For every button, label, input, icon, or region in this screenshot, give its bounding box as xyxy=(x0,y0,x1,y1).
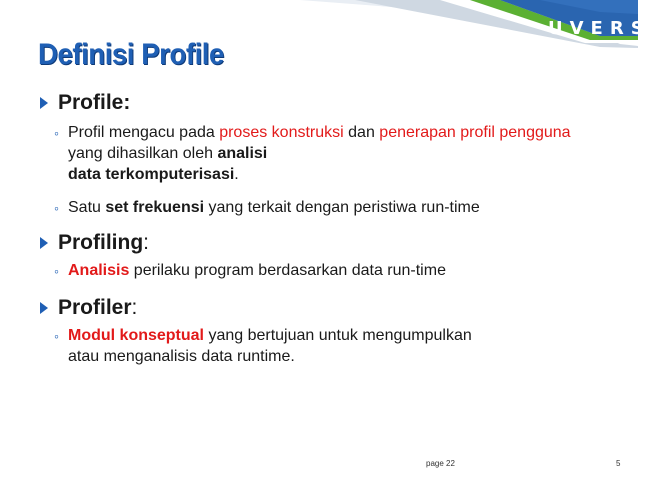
text-run: dan xyxy=(343,124,380,141)
ring-bullet-icon: ◦ xyxy=(54,125,59,141)
sub-bullet xyxy=(40,122,600,185)
slide-content xyxy=(40,90,600,367)
slide-number: 5 xyxy=(616,459,621,468)
ring-bullet-icon: ◦ xyxy=(54,328,59,344)
text-run-red-bold: Modul konseptual xyxy=(68,327,204,344)
ring-bullet-icon: ◦ xyxy=(54,200,59,216)
text-run: . xyxy=(234,166,239,183)
bullet-arrow-icon xyxy=(40,237,48,249)
bullet-profile xyxy=(40,90,600,116)
bullet-heading: Profiling xyxy=(58,231,144,254)
bullet-profiling xyxy=(40,230,600,256)
bullet-colon: : xyxy=(143,231,150,254)
text-run-bold: data terkomputerisasi xyxy=(68,166,235,183)
text-run-red: penerapan profil pengguna xyxy=(379,124,571,141)
sub-bullet xyxy=(40,325,600,367)
bullet-heading: Profiler xyxy=(58,296,132,319)
text-run: yang dihasilkan oleh xyxy=(68,145,218,162)
text-run-bold: set frekuensi xyxy=(105,199,205,216)
slide-title: Definisi Profile xyxy=(38,38,224,71)
text-run-bold: analisi xyxy=(217,145,268,162)
sub-bullet xyxy=(40,197,600,218)
sub-bullet xyxy=(40,260,600,281)
text-run: atau menganalisis data runtime. xyxy=(68,348,295,365)
bullet-heading: Profile: xyxy=(58,91,131,114)
text-run-red: proses konstruksi xyxy=(219,124,344,141)
bullet-profiler xyxy=(40,295,600,321)
bullet-colon: : xyxy=(131,296,138,319)
uvers-logo: UVERS xyxy=(548,18,651,39)
bullet-arrow-icon xyxy=(40,97,48,109)
text-run: Profil mengacu pada xyxy=(68,124,220,141)
footer-page-label: page 22 xyxy=(426,459,455,468)
text-run-red-bold: Analisis xyxy=(68,262,130,279)
text-run: perilaku program berdasarkan data run-time xyxy=(129,262,446,279)
text-run: Satu xyxy=(68,199,106,216)
ring-bullet-icon: ◦ xyxy=(54,263,59,279)
text-run: yang terkait dengan peristiwa run-time xyxy=(204,199,480,216)
text-run: yang bertujuan untuk mengumpulkan xyxy=(204,327,472,344)
bullet-arrow-icon xyxy=(40,302,48,314)
